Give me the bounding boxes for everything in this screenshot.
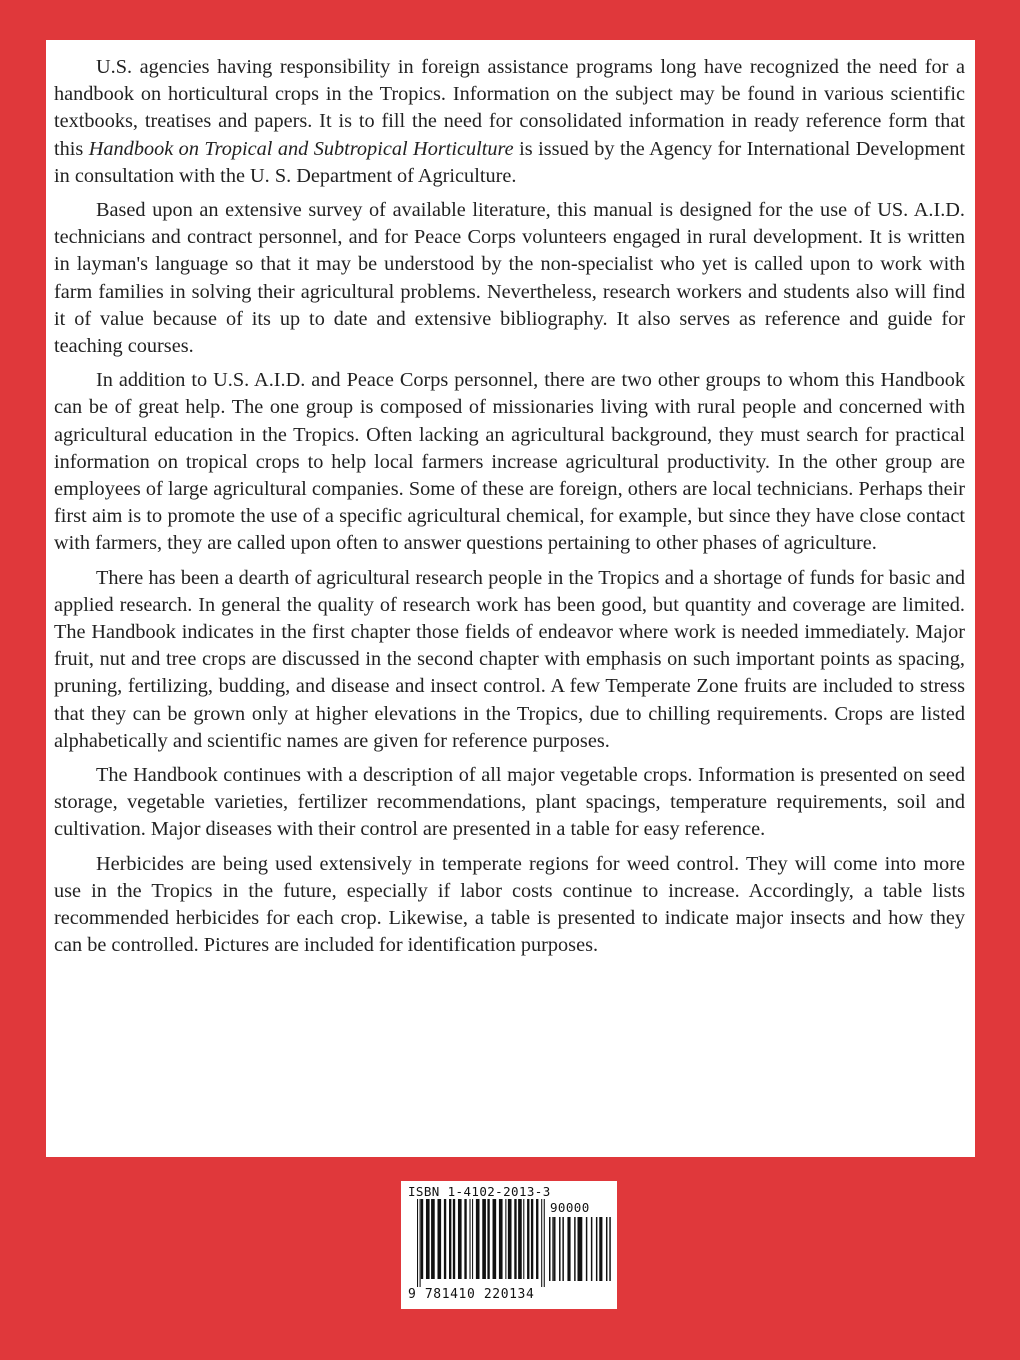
barcode-bar bbox=[549, 1217, 550, 1281]
barcode-bar bbox=[508, 1199, 512, 1279]
barcode-bar bbox=[437, 1199, 441, 1279]
barcode-bar bbox=[431, 1199, 435, 1279]
blurb-paragraph-1 bbox=[54, 54, 965, 190]
barcode-bar bbox=[482, 1199, 486, 1279]
barcode-bar bbox=[591, 1217, 592, 1281]
barcode-bars bbox=[417, 1199, 545, 1289]
barcode-bar bbox=[472, 1199, 473, 1279]
barcode-bar bbox=[562, 1217, 563, 1281]
barcode-bar bbox=[464, 1199, 466, 1279]
blurb-paragraph-6: Herbicides are being used extensively in temperate regions for weed control. They will come into more use in the Tropics in the future, especially if labor costs continue to increase. Accordingly, a table lists recommended herbicides for each crop. Likewise, a table is presented to indicate major insects and how they can be controlled. Pictures are included for identification purposes. bbox=[54, 852, 965, 957]
barcode-bar bbox=[458, 1199, 462, 1279]
barcode-bar bbox=[559, 1217, 560, 1281]
blurb-paragraph-2: Based upon an extensive survey of available literature, this manual is designed for the use of US. A.I.D. technicians and contract personnel, and for Peace Corps volunteers engaged in rural development. It is written in layman's language so that it may be understood by the non-specialist who yet is called upon to work with farm families in solving their agricultural problems. Nevertheless, research workers and students also will find it of value because of its up to date and extensive bibliography. It also serves as reference and guide for teaching courses. bbox=[54, 199, 965, 358]
barcode-bar bbox=[426, 1199, 430, 1279]
blurb-paragraph-3: In addition to U.S. A.I.D. and Peace Corps personnel, there are two other groups to whom this Handbook can be of great help. The one group is composed of missionaries living with rural people and concerned with agricultural education in the Tropics. Often lacking an agricultural background, they must search for practical information on tropical crops to help local farmers increase agricultural productivity. In the other group are employees of large agricultural companies. Some of these are foreign, others are local technicians. Perhaps their first aim is to promote the use of a specific agricultural chemical, for example, but since they have close contact with farmers, they are called upon often to answer questions pertaining to other phases of agriculture. bbox=[54, 369, 965, 555]
barcode-bar bbox=[577, 1217, 582, 1281]
blurb-paragraph-1-start: U.S. agencies having responsibility in foreign assistance programs long have recognized the need for a handbook on horticultural crops in the Tropics. Information on the subject may be found in various scientific textbooks, treatises and papers. It is to fill the need for consolidated information in ready reference form that this bbox=[54, 56, 965, 160]
blurb-paragraph-4: There has been a dearth of agricultural research people in the Tropics and a shortage of funds for basic and applied research. In general the quality of research work has been good, but quantity and coverage are limited. The Handbook indicates in the first chapter those fields of endeavor where work is needed immediately. Major fruit, nut and tree crops are discussed in the second chapter with emphasis on such important points as spacing, pruning, fertilizing, budding, and disease and insect control. A few Temperate Zone fruits are included to stress that they can be grown only at higher elevations in the Tropics, due to chilling requirements. Crops are listed alphabetically and scientific names are given for reference purposes. bbox=[54, 566, 965, 752]
book-title-italic: Handbook on Tropical and Subtropical Horticulture bbox=[88, 137, 514, 160]
barcode-bar bbox=[606, 1217, 607, 1281]
barcode-bar bbox=[554, 1217, 555, 1281]
barcode-bar bbox=[531, 1199, 533, 1279]
barcode-bar bbox=[552, 1217, 553, 1281]
blurb-panel bbox=[46, 40, 975, 1157]
barcode-bar bbox=[476, 1199, 480, 1279]
blurb-paragraph-5: The Handbook continues with a description of all major vegetable crops. Information is presented on seed storage, vegetable varieties, fertilizer recommendations, plant spacings, temperature requirements, soil and cultivation. Major diseases with their control are presented in a table for easy reference. bbox=[54, 764, 965, 841]
barcode-bar bbox=[505, 1199, 506, 1279]
barcode-bar bbox=[421, 1199, 423, 1279]
blurb-paragraph-1-end: is issued by the Agency for International Development in consultation with the U. S. Department of Agriculture. bbox=[54, 137, 965, 187]
barcode-bar bbox=[541, 1199, 542, 1287]
barcode-bar bbox=[469, 1199, 470, 1279]
barcode-bar bbox=[420, 1199, 421, 1287]
ean-number: 9 781410 220134 bbox=[408, 1287, 535, 1302]
barcode-bar bbox=[499, 1199, 503, 1279]
barcode-addon-bars bbox=[549, 1217, 611, 1285]
barcode-bar bbox=[514, 1199, 516, 1279]
barcode-bar bbox=[567, 1217, 570, 1281]
barcode-bar bbox=[444, 1199, 446, 1279]
barcode-bar bbox=[544, 1199, 545, 1287]
barcode-bar bbox=[536, 1199, 538, 1279]
isbn-barcode bbox=[401, 1181, 617, 1309]
barcode-bar bbox=[599, 1217, 602, 1281]
barcode-bar bbox=[417, 1199, 418, 1287]
price-code: 90000 bbox=[550, 1200, 590, 1215]
barcode-bar bbox=[453, 1199, 455, 1279]
barcode-bar bbox=[523, 1199, 524, 1279]
barcode-bar bbox=[596, 1217, 597, 1281]
barcode-bar bbox=[518, 1199, 522, 1279]
isbn-number: ISBN 1-4102-2013-3 bbox=[408, 1184, 551, 1199]
barcode-bar bbox=[574, 1217, 575, 1281]
barcode-bar bbox=[487, 1199, 489, 1279]
barcode-bar bbox=[609, 1217, 610, 1281]
barcode-bar bbox=[586, 1217, 587, 1281]
barcode-bar bbox=[493, 1199, 497, 1279]
barcode-bar bbox=[527, 1199, 529, 1279]
barcode-bar bbox=[449, 1199, 451, 1279]
